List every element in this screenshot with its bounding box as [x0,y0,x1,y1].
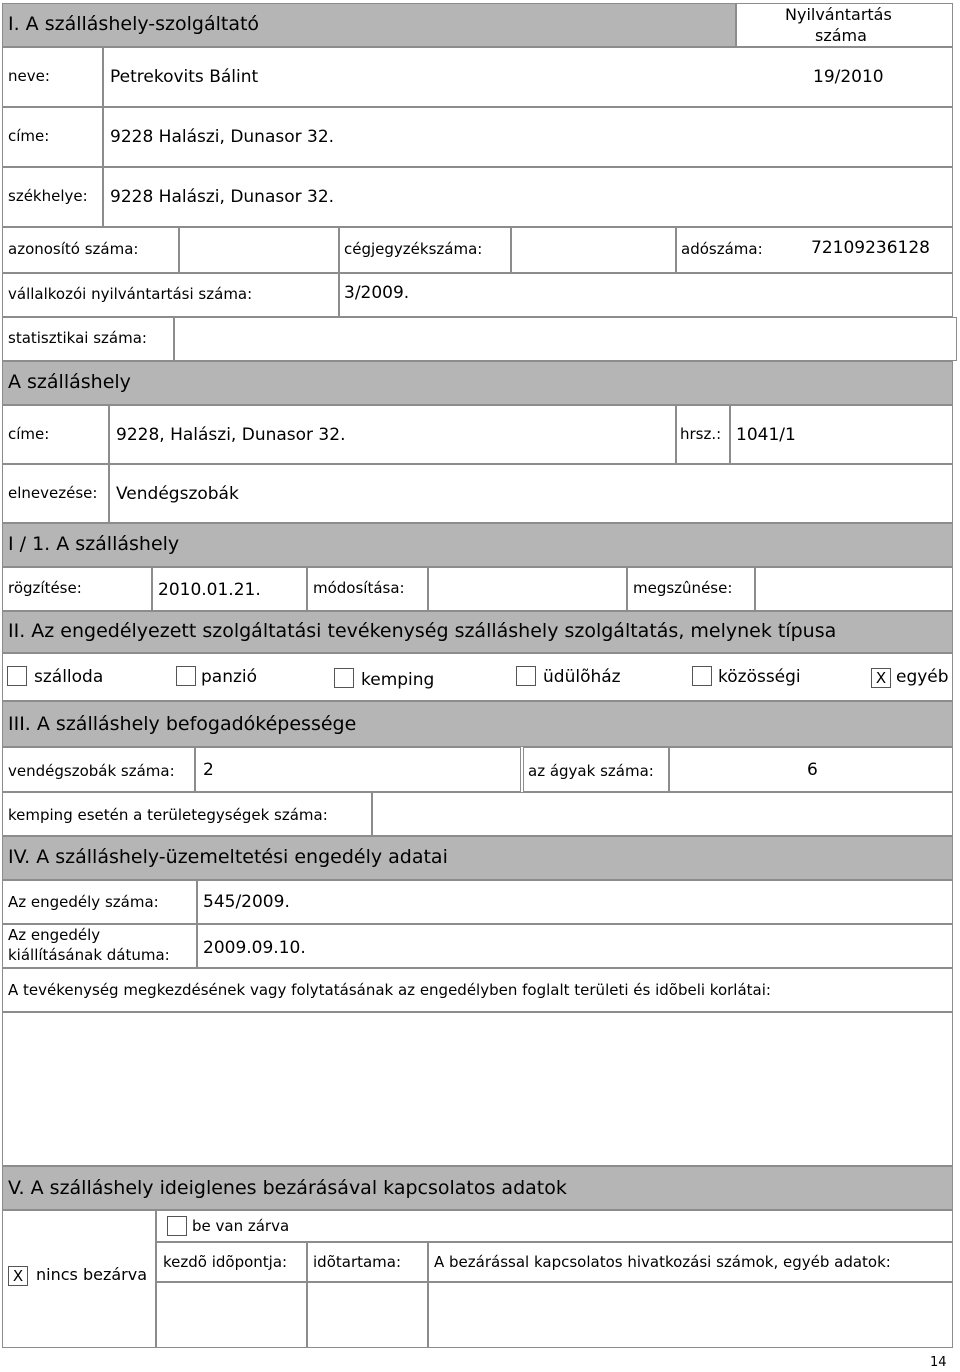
type-checkbox-panzio[interactable] [176,666,196,686]
recorded-label: rögzítése: [8,579,82,597]
rooms-value: 2 [203,760,214,780]
permit-date-label-line2: kiállításának dátuma: [8,946,170,964]
seat-value: 9228 Halászi, Dunasor 32. [110,187,335,207]
not-closed-label: nincs bezárva [36,1265,147,1284]
limits-value-area [2,1012,953,1166]
permit-date-label-line1: Az engedély [8,926,101,944]
section-4-title: IV. A szálláshely-üzemeltetési engedély adatai [8,846,448,868]
types-row [2,653,953,701]
type-label-kemping: kemping [361,670,435,690]
refs-value-cell [428,1282,953,1348]
closed-label: be van zárva [192,1217,290,1235]
permit-date-value: 2009.09.10. [203,938,306,958]
camping-units-value-cell [372,792,953,836]
limits-label: A tevékenység megkezdésének vagy folytatásának az engedélyben foglalt területi és idõbeli korlátai: [8,981,771,999]
name-value: Petrekovits Bálint [110,67,259,87]
section-1-1-title: I / 1. A szálláshely [8,533,180,555]
type-label-kozossegi: közösségi [718,667,801,687]
permit-number-value: 545/2009. [203,892,290,912]
type-label-panzio: panzió [201,667,258,687]
section-2-title: II. Az engedélyezett szolgáltatási tevékenység szálláshely szolgáltatás, melynek típusa [8,620,837,642]
accommodation-header [2,361,953,405]
stat-number-label: statisztikai száma: [8,329,147,347]
rooms-value-cell [195,747,521,792]
acc-name-value: Vendégszobák [116,484,239,504]
hrsz-value: 1041/1 [736,425,796,445]
id-row-cell-4 [511,227,676,273]
type-label-szalloda: szálloda [34,667,104,687]
camping-units-label: kemping esetén a területegységek száma: [8,806,328,824]
duration-value-cell [307,1282,428,1348]
page-number: 14 [930,1355,947,1370]
permit-date-value-cell [197,924,953,968]
id-row-cell-2 [179,227,339,273]
terminated-value-cell [755,567,953,611]
type-checkbox-kemping[interactable] [334,668,354,688]
closed-checkbox[interactable] [167,1216,187,1236]
registration-number-value: 19/2010 [813,67,884,87]
acc-address-value: 9228, Halászi, Dunasor 32. [116,425,346,445]
company-reg-label: cégjegyzékszáma: [344,240,483,258]
type-checkbox-udulohaz[interactable] [516,666,536,686]
section-5-title: V. A szálláshely ideiglenes bezárásával kapcsolatos adatok [8,1177,567,1199]
terminated-label: megszûnése: [633,579,733,597]
stat-row-value-cell [174,317,957,361]
type-checkbox-kozossegi[interactable] [692,666,712,686]
rooms-label: vendégszobák száma: [8,762,175,780]
section-1-title: I. A szálláshely-szolgáltató [8,13,260,35]
recorded-value: 2010.01.21. [158,580,261,600]
refs-label: A bezárással kapcsolatos hivatkozási számok, egyéb adatok: [434,1253,891,1271]
entrepreneur-reg-label: vállalkozói nyilvántartási száma: [8,285,253,303]
permit-number-label: Az engedély száma: [8,893,159,911]
acc-address-label: címe: [8,425,50,443]
start-value-cell [156,1282,307,1348]
seat-label: székhelye: [8,187,88,205]
modified-label: módosítása: [313,579,405,597]
hrsz-label: hrsz.: [680,425,722,443]
tax-number-value: 72109236128 [811,238,930,258]
acc-name-label: elnevezése: [8,484,98,502]
type-checkbox-szalloda[interactable] [7,666,27,686]
start-label: kezdõ idõpontja: [163,1253,288,1271]
type-label-udulohaz: üdülõház [543,667,621,687]
registration-label-line1: Nyilvántartás [785,5,892,24]
tax-number-label: adószáma: [681,240,763,258]
duration-label: idõtartama: [313,1253,402,1271]
address-label: címe: [8,127,50,145]
beds-value: 6 [807,760,818,780]
address-value: 9228 Halászi, Dunasor 32. [110,127,335,147]
not-closed-checkbox[interactable]: X [8,1266,28,1286]
name-label: neve: [8,67,50,85]
type-checkbox-egyeb[interactable]: X [871,668,891,688]
type-label-egyeb: egyéb [896,667,949,687]
beds-label: az ágyak száma: [528,762,654,780]
permit-number-value-cell [197,880,953,924]
modified-value-cell [428,567,627,611]
registration-label-line2: száma [815,26,867,45]
accommodation-title: A szálláshely [8,371,131,393]
section-3-title: III. A szálláshely befogadóképessége [8,713,357,735]
entrepreneur-reg-value: 3/2009. [344,283,410,303]
entrepreneur-row-value-cell [339,273,953,317]
id-number-label: azonosító száma: [8,240,139,258]
